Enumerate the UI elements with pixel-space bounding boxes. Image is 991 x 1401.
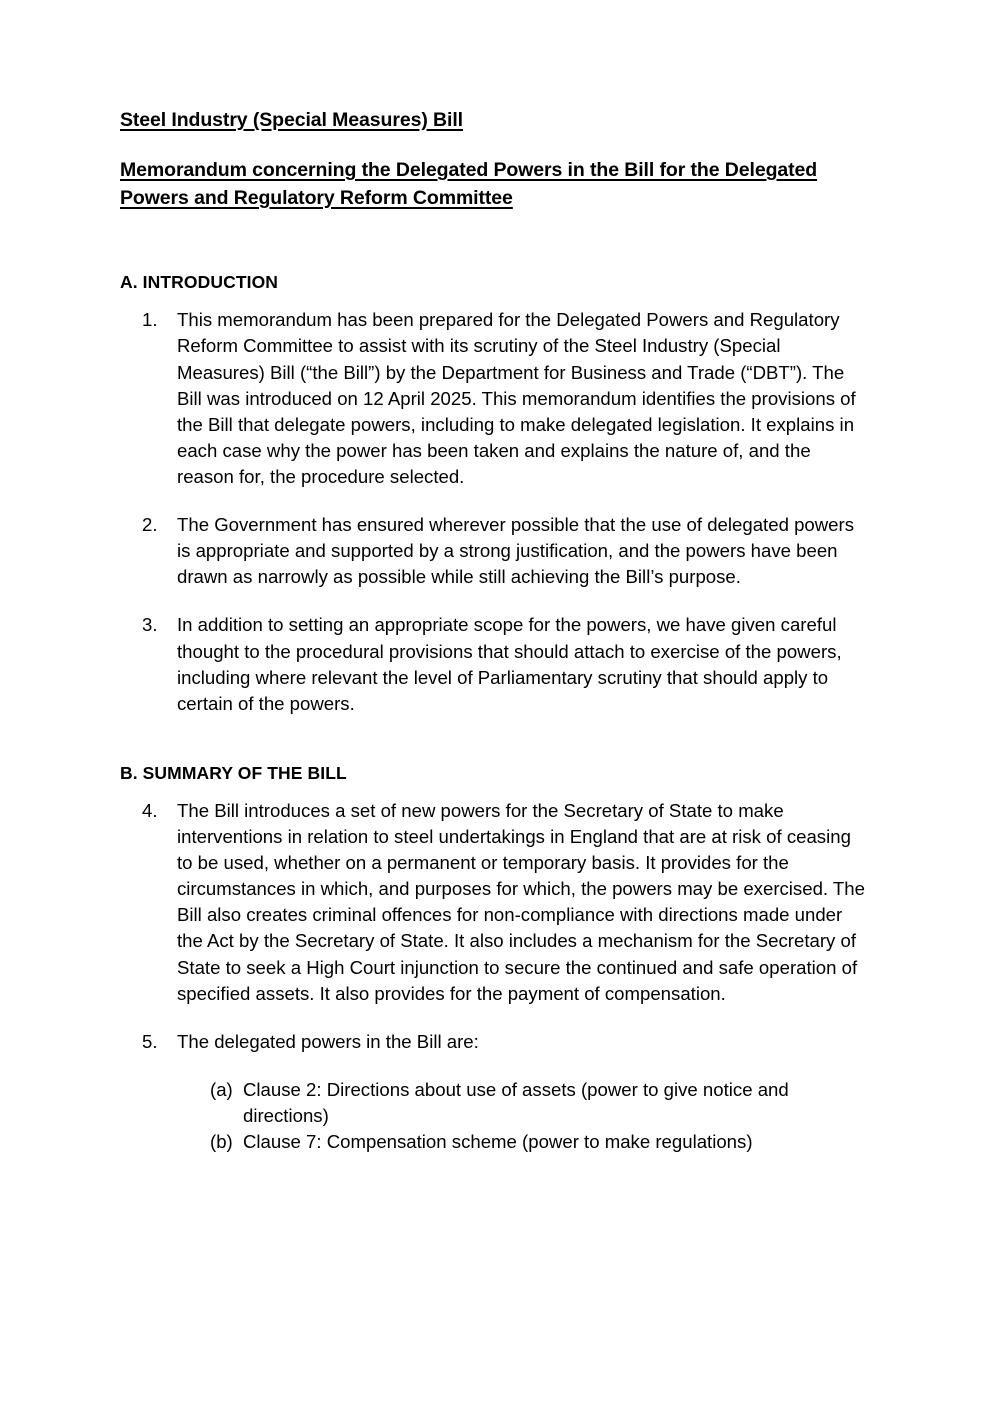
numbered-paragraph — [120, 512, 871, 590]
sub-list-marker: (a) — [210, 1078, 233, 1100]
paragraph-text: The delegated powers in the Bill are: — [177, 1030, 479, 1052]
paragraph-number: 4. — [142, 799, 158, 821]
document-title — [120, 108, 871, 133]
numbered-paragraph — [120, 307, 871, 490]
introduction-paragraph-list — [120, 307, 871, 717]
document-subtitle — [120, 157, 850, 212]
paragraph-number: 2. — [142, 514, 158, 536]
paragraph-number: 3. — [142, 614, 158, 636]
summary-paragraph-list — [120, 798, 871, 1155]
delegated-powers-sub-list — [177, 1077, 871, 1155]
sub-list-text: Clause 2: Directions about use of assets (power to give notice and directions) — [243, 1078, 789, 1126]
sub-list-item — [210, 1129, 871, 1155]
paragraph-text: The Bill introduces a set of new powers for the Secretary of State to make interventions in relation to steel undertakings in England that are at risk of ceasing to be used, whether on a permanent or temporary basis. It provides for the circumstances in which, and purposes for which, the powers may be exercised. The Bill also creates criminal offences for non-compliance with directions made under the Act by the Secretary of State. It also includes a mechanism for the Secretary of State to seek a High Court injunction to secure the continued and safe operation of specified assets. It also provides for the payment of compensation. — [177, 799, 865, 1004]
paragraph-number: 1. — [142, 309, 158, 331]
numbered-paragraph — [120, 1029, 871, 1155]
section-heading-summary-of-the-bill: B. SUMMARY OF THE BILL — [120, 762, 347, 783]
section-heading-introduction: A. INTRODUCTION — [120, 272, 279, 293]
paragraph-text: This memorandum has been prepared for the Delegated Powers and Regulatory Reform Committee to assist with its scrutiny of the Steel Industry (Special Measures) Bill (“the Bill”) by the Department for Business and Trade (“DBT”). The Bill was introduced on 12 April 2025. This memorandum identifies the provisions of the Bill that delegate powers, including to make delegated legislation. It explains in each case why the power has been taken and explains the nature of, and the reason for, the procedure selected. — [177, 309, 856, 487]
paragraph-text: In addition to setting an appropriate scope for the powers, we have given careful thought to the procedural provisions that should attach to exercise of the powers, including where relevant the level of Parliamentary scrutiny that should apply to certain of the powers. — [177, 614, 842, 714]
sub-list-item — [210, 1077, 871, 1129]
paragraph-text: The Government has ensured wherever possible that the use of delegated powers is appropriate and supported by a strong justification, and the powers have been drawn as narrowly as possible while still achieving the Bill’s purpose. — [177, 514, 855, 588]
document-title-text: Steel Industry (Special Measures) Bill — [120, 109, 463, 131]
paragraph-number: 5. — [142, 1030, 158, 1052]
sub-list-marker: (b) — [210, 1131, 233, 1153]
sub-list-text: Clause 7: Compensation scheme (power to make regulations) — [243, 1131, 753, 1153]
numbered-paragraph — [120, 612, 871, 716]
numbered-paragraph — [120, 798, 871, 1007]
document-subtitle-text: Memorandum concerning the Delegated Powers in the Bill for the Delegated Powers and Regulatory Reform Committee — [120, 158, 818, 209]
